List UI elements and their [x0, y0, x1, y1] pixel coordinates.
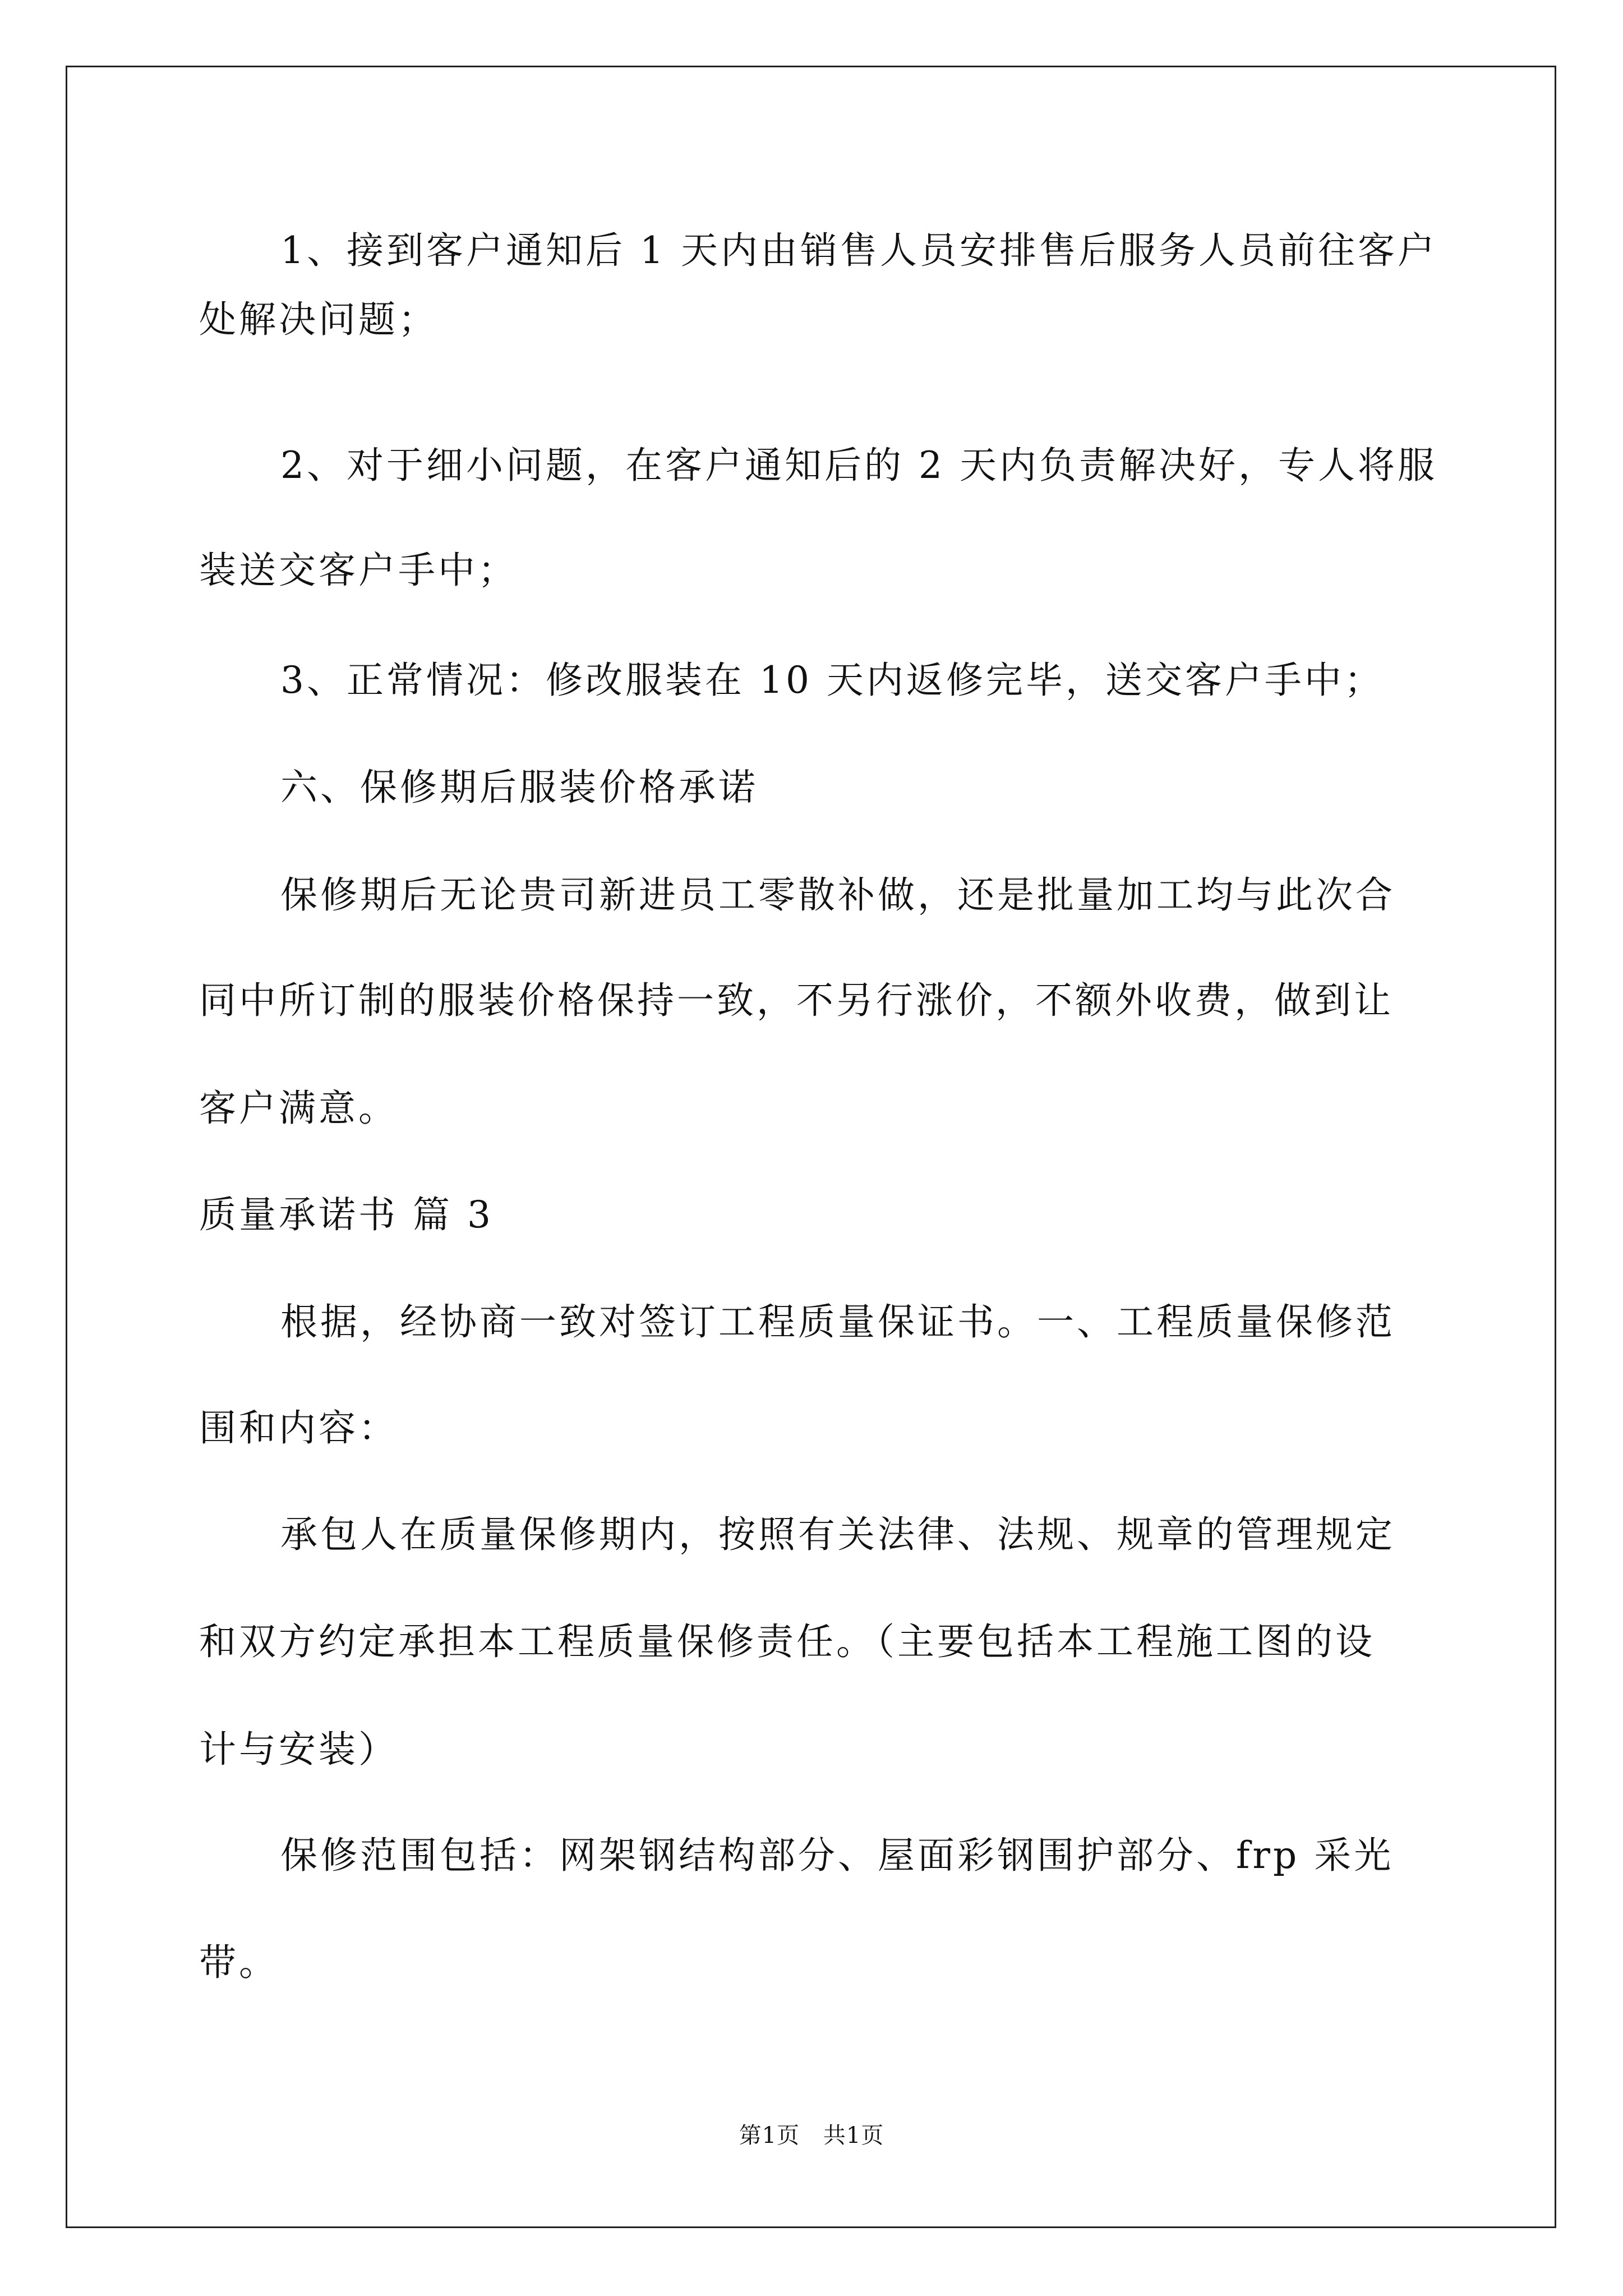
- para-4-line-1: 保修期后无论贵司新进员工零散补做，还是批量加工均与此次合: [280, 873, 1395, 917]
- para-1-line-2: 处解决问题；: [199, 298, 438, 341]
- para-7-line-2: 带。: [199, 1941, 279, 1984]
- para-4-line-2: 同中所订制的服装价格保持一致，不另行涨价，不额外收费，做到让: [199, 979, 1394, 1022]
- para-2-line-2: 装送交客户手中；: [199, 549, 518, 592]
- para-4-line-3: 客户满意。: [199, 1087, 398, 1130]
- para-2-line-1: 2、对于细小问题，在客户通知后的 2 天内负责解决好，专人将服: [280, 444, 1437, 487]
- para-6-line-1: 承包人在质量保修期内，按照有关法律、法规、规章的管理规定: [280, 1513, 1395, 1556]
- para-1-line-1: 1、接到客户通知后 1 天内由销售人员安排售后服务人员前往客户: [280, 229, 1437, 272]
- page-number-footer: 第1页 共1页: [739, 2123, 884, 2148]
- para-5-line-2: 围和内容：: [199, 1406, 398, 1450]
- section-heading-6: 六、保修期后服装价格承诺: [280, 766, 758, 809]
- chapter-title: 质量承诺书 篇 3: [199, 1193, 494, 1236]
- page-border: [66, 66, 1556, 2228]
- para-3: 3、正常情况：修改服装在 10 天内返修完毕，送交客户手中；: [280, 659, 1384, 702]
- para-6-line-3: 计与安装）: [199, 1728, 398, 1771]
- para-5-line-1: 根据，经协商一致对签订工程质量保证书。一、工程质量保修范: [280, 1300, 1395, 1343]
- para-7-line-1: 保修范围包括：网架钢结构部分、屋面彩钢围护部分、frp 采光: [280, 1834, 1394, 1877]
- para-6-line-2: 和双方约定承担本工程质量保修责任。（主要包括本工程施工图的设: [199, 1620, 1375, 1663]
